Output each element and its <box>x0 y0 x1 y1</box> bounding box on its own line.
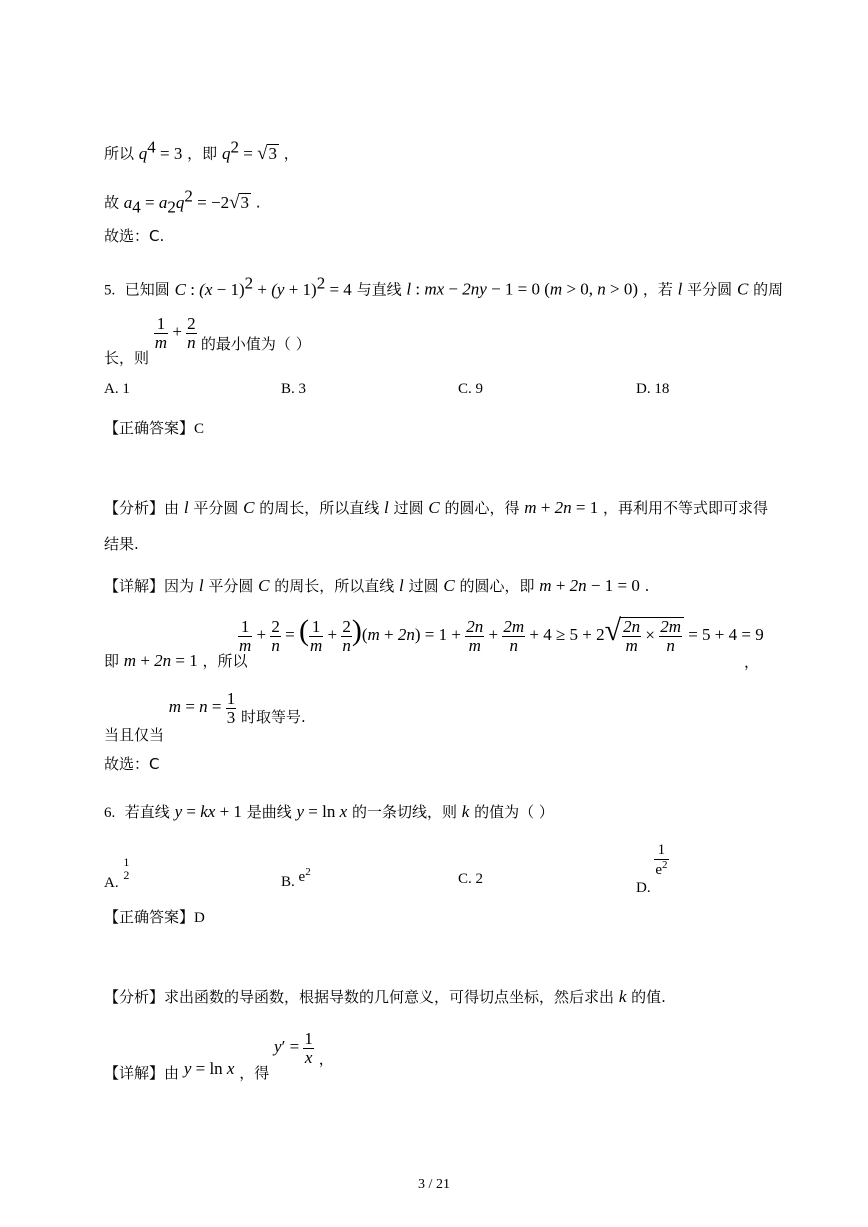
math-e-squared: $e^2$ <box>298 866 311 885</box>
detail-6: 【详解】由 y = ln x ，得 y′ = $\frac{1}{x}$ ， <box>104 1029 334 1083</box>
analysis-5: 【分析】由 l 平分圆 C 的周长，所以直线 l 过圆 C 的圆心，得 m + 2n = 1 ，再利用不等式即可求得 <box>104 498 769 517</box>
inequality-comma: ， <box>744 653 760 671</box>
option-5-d: D. 18 <box>636 381 670 397</box>
option-6-d: D. $\frac{1}{e^2}$ <box>636 842 668 897</box>
correct-answer-5: 【正确答案】C <box>104 419 205 437</box>
question-6-stem: 6. 若直线 y = kx + 1 是曲线 y = ln x 的一条切线，则 k 的值为（ ） <box>104 802 554 821</box>
detail-5: 【详解】因为 l 平分圆 C 的周长，所以直线 l 过圆 C 的圆心，即 m + 2n − 1 = 0 . <box>104 576 650 595</box>
answer-choice-q4: 故选：C. <box>104 227 165 245</box>
page-number: 3 / 21 <box>418 1177 450 1192</box>
math-a4-value: $a_4 = a_2q^2 = -2√3$ <box>123 186 250 217</box>
math-one-over-e-squared: $\frac{1}{e^2}$ <box>655 842 668 878</box>
inequality-chain-5 <box>238 616 764 654</box>
option-6-b: B. $e^2$ <box>281 866 311 890</box>
math-line-l: l : mx − 2ny − 1 = 0 (m > 0, n > 0) <box>406 279 639 299</box>
option-5-a: A. 1 <box>104 381 130 397</box>
math-m-plus-2n-minus-1: m + 2n − 1 = 0 <box>539 576 640 595</box>
option-6-c: C. 2 <box>458 871 484 887</box>
analysis-5-cont: 结果. <box>104 535 139 553</box>
correct-answer-6: 【正确答案】D <box>104 908 205 926</box>
answer-choice-q5: 故选：C <box>104 755 160 773</box>
detail-5-line2: 即 m + 2n = 1 ，所以 <box>104 651 248 670</box>
option-5-c: C. 9 <box>458 381 484 397</box>
math-one-half: 1 2 <box>123 855 130 882</box>
option-5-b: B. 3 <box>281 381 307 397</box>
math-circle-c: C : $(x - 1)^2 + (y + 1)^2 = 4$ <box>174 273 352 299</box>
analysis-6: 【分析】求出函数的导函数，根据导数的几何意义，可得切点坐标，然后求出 k 的值. <box>104 987 666 1006</box>
math-y-prime-eq-1-over-x: y′ = $\frac{1}{x}$ <box>274 1029 313 1067</box>
math-y-eq-lnx-2: y = ln x <box>183 1059 235 1079</box>
question-5-stem-cont: 长，则 $\frac{1}{m}$ + $\frac{2}{n}$ 的最小值为（ ） <box>104 314 311 368</box>
math-y-eq-lnx: y = ln x <box>296 802 348 821</box>
math-m-plus-2n-eq-1: m + 2n = 1 <box>524 498 599 517</box>
math-q2-equals-root3: $q^2 = √3$ <box>221 137 277 164</box>
math-inequality: $\frac{1}{m}$ + $\frac{2}{n}$ = ( $\frac{1}{m}$ + $\frac{2}{n}$ )(m + 2n) = 1 + $\frac{2n}{m}$ + $\frac{2m}{n}$ + 4 ≥ 5 + 2√ $\frac{2n}{m}$ × $\frac{2m}{n}$ = 5 + 4 = 9 <box>239 614 764 655</box>
option-6-a: A. 1 2 <box>104 855 130 892</box>
math-m-eq-n-eq-third: m = n = $\frac{1}{3}$ <box>168 689 236 727</box>
detail-5-line3: 当且仅当 m = n = $\frac{1}{3}$ 时取等号. <box>104 689 306 745</box>
math-y-eq-kx-1: y = kx + 1 <box>174 802 242 821</box>
solution-line-a4: 故 $a_4 = a_2q^2 = -2√3$ . <box>104 186 261 217</box>
solution-line-q4-result: 所以 $q^4 = 3$ ，即 $q^2 = √3$ ， <box>104 137 299 164</box>
math-1m-plus-2n: $\frac{1}{m}$ + $\frac{2}{n}$ <box>154 314 196 352</box>
math-m-plus-2n-eq-1b: m + 2n = 1 <box>123 651 198 670</box>
question-5-stem: 5. 已知圆 C : $(x - 1)^2 + (y + 1)^2 = 4$ 与直线 l : mx − 2ny − 1 = 0 (m > 0, n > 0) ，若 l 平分圆 C 的周 <box>104 273 784 299</box>
math-q4-equals-3: $q^4 = 3$ <box>138 137 183 163</box>
